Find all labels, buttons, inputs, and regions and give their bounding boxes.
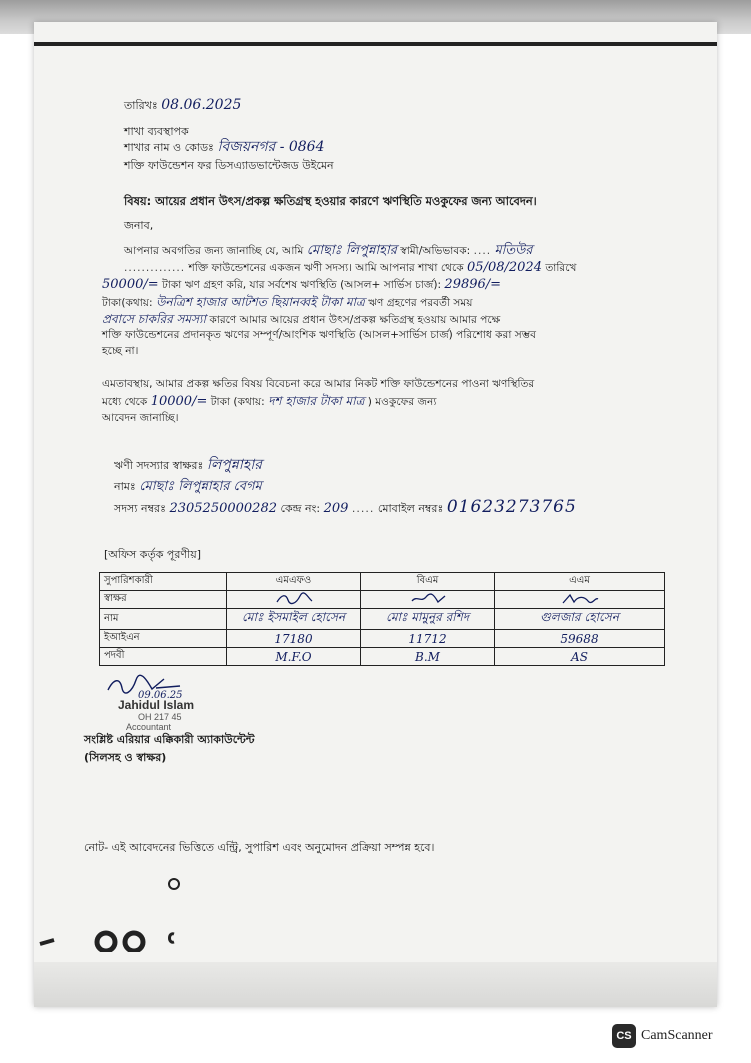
center-label: কেন্দ্র নং: [280, 502, 321, 515]
column-header: সুপারিশকারী [100, 573, 227, 591]
table-cell: গুলজার হোসেন [495, 609, 665, 630]
center-number: 209 [323, 501, 349, 516]
dotted-fill: ..... [351, 502, 375, 515]
waiver-in-words: দশ হাজার টাকা মাত্র [268, 394, 365, 408]
para1-line6: শক্তি ফাউন্ডেশনের প্রদানকৃত ঋণের সম্পূর্ণ/আংশিক ঋণস্থিতি (আসল+সার্ভিস চার্জ) পরিশোধ করা সম্ভব [102, 329, 537, 341]
office-heading: [অফিস কর্তৃক পূরণীয়] [104, 548, 201, 561]
member-number-line [114, 497, 577, 517]
accountant-title: সংশ্লিষ্ট এরিয়ার এক্কিকারী অ্যাকাউন্টেন্ট [84, 733, 255, 746]
branch-label: শাখার নাম ও কোডঃ [124, 141, 214, 154]
table-cell: 17180 [227, 630, 361, 648]
row-label: স্বাক্ষর [100, 591, 227, 609]
subject-line: বিষয়: আয়ের প্রধান উৎস/প্রকল্প ক্ষতিগ্রস্থ হওয়ার কারণে ঋণস্থিতি মওকুফের জন্য আবেদন। [124, 194, 537, 208]
para1-line1 [124, 244, 532, 259]
stamp-date: 09.06.25 [138, 690, 183, 701]
name-label: নামঃ [114, 480, 136, 493]
member-number: 2305250000282 [169, 501, 277, 516]
date-value: 08.06.2025 [161, 97, 242, 113]
table-row [100, 609, 665, 630]
para1-l4-prefix: টাকা(কথায়: [102, 297, 153, 309]
para2-l2-mid: টাকা (কথায়: [210, 396, 265, 408]
signature-scribble [560, 592, 600, 605]
signature-label: ঋণী সদস্যার স্বাক্ষরঃ [114, 459, 204, 472]
guardian-value: মতিউর [494, 243, 533, 258]
camscanner-logo-icon: CS [612, 1024, 636, 1048]
para2-line2 [102, 394, 436, 410]
seal-instruction: (সিলসহ ও স্বাক্ষর) [84, 751, 167, 764]
table-row [100, 591, 665, 609]
para1-line5 [102, 312, 500, 328]
org-name: শক্তি ফাউন্ডেশন ফর ডিসএ্যাডভান্টেজড উইমেন [124, 159, 334, 172]
paper-bottom-edge [34, 962, 717, 1007]
date-label: তারিখঃ [124, 99, 158, 112]
mobile-number: 01623273765 [446, 497, 577, 517]
para1-line7: হচ্ছে না। [102, 345, 139, 357]
table-row [100, 648, 665, 666]
para1-l4-suffix: ঋণ গ্রহণের পরবর্তী সময় [368, 297, 473, 309]
para2-l2-prefix: মধ্যে থেকে [102, 396, 148, 408]
para2-l2-suffix: ) মওকুফের জন্য [367, 396, 437, 408]
branch-line [124, 140, 325, 155]
row-label: ইআইএন [100, 630, 227, 648]
signature-cell [227, 591, 361, 609]
column-header: এএম [495, 573, 665, 591]
table-cell: B.M [361, 648, 495, 666]
para2-line3: আবেদন জানাচ্ছি। [102, 412, 179, 424]
row-label: নাম [100, 609, 227, 630]
loan-amount: 50000/= [102, 277, 159, 292]
application-page [34, 22, 717, 1007]
stamp-name: Jahidul Islam [118, 698, 195, 712]
branch-value: বিজয়নগর - 0864 [217, 139, 325, 155]
stamp-role: Accountant [126, 722, 172, 732]
waiver-amount: 10000/= [150, 394, 208, 409]
dotted-fill: .... [473, 245, 492, 257]
scan-mark [168, 878, 180, 890]
branch-manager: শাখা ব্যবস্থাপক [124, 125, 189, 138]
scan-artifact [34, 922, 184, 952]
table-cell: 11712 [361, 630, 495, 648]
para1-lead: আপনার অবগতির জন্য জানাচ্ছি যে, আমি [124, 245, 304, 257]
top-rule [34, 42, 717, 46]
loan-date: 05/08/2024 [467, 260, 542, 275]
para1-l5-text: কারণে আমার আয়ের প্রধান উৎস/প্রকল্প ক্ষতিগ্রস্থ হওয়ায় আমার পক্ষে [209, 314, 501, 326]
signature-scribble [408, 592, 448, 605]
balance-in-words: উনত্রিশ হাজার আটশত ছিয়ানব্বই টাকা মাত্র [156, 295, 365, 309]
mobile-label: মোবাইল নম্বরঃ [377, 502, 444, 515]
signature-cell [361, 591, 495, 609]
para1-l2-text: শক্তি ফাউন্ডেশনের একজন ঋণী সদস্য। আমি আপনার শাখা থেকে [188, 262, 464, 274]
table-header-row [100, 573, 665, 591]
table-cell: AS [495, 648, 665, 666]
table-cell: 59688 [495, 630, 665, 648]
column-header: এমএফও [227, 573, 361, 591]
signature-scribble [274, 592, 314, 605]
row-label: পদবী [100, 648, 227, 666]
para2-line1: এমতাবস্থায়, আমার প্রকল্প ক্ষতির বিষয় বিবেচনা করে আমার নিকট শক্তি ফাউন্ডেশনের পাওনা ঋণস্থিতির [102, 378, 535, 390]
table-cell: M.F.O [227, 648, 361, 666]
guardian-label: স্বামী/অভিভাবক: [400, 245, 471, 257]
dotted-fill: .............. [124, 262, 186, 274]
column-header: বিএম [361, 573, 495, 591]
member-signature-line [114, 458, 262, 473]
para1-l3-text: টাকা ঋণ গ্রহণ করি, যার সর্বশেষ ঋণস্থিতি (আসল+ সার্ভিস চার্জ): [162, 279, 442, 291]
loan-balance: 29896/= [444, 277, 502, 292]
number-label: সদস্য নম্বরঃ [114, 502, 166, 515]
stamp-id: OH 217 45 [138, 712, 182, 722]
signature-cell [495, 591, 665, 609]
member-name-line [114, 479, 262, 494]
table-row [100, 630, 665, 648]
para1-line2 [124, 261, 576, 276]
salutation: জনাব, [124, 219, 154, 232]
loss-reason: প্রবাসে চাকরির সমস্যা [102, 312, 206, 326]
date-suffix: তারিখে [545, 262, 577, 274]
table-cell: মোঃ মামুনুর রশিদ [361, 609, 495, 630]
para1-line4 [102, 295, 473, 311]
recommendation-table [99, 572, 665, 666]
member-name-handwritten: মোছাঃ লিপুন্নাহার [306, 243, 397, 258]
footer-note: নোট- এই আবেদনের ভিত্তিতে এন্ট্রি, সুপারিশ এবং অনুমোদন প্রক্রিয়া সম্পন্ন হবে। [84, 841, 435, 854]
table-cell: মোঃ ইসমাইল হোসেন [227, 609, 361, 630]
camscanner-label: CamScanner [641, 1028, 713, 1043]
date-line [124, 98, 241, 113]
member-name: মোছাঃ লিপুন্নাহার বেগম [139, 479, 262, 494]
member-signature: লিপুন্নাহার [206, 457, 262, 473]
para1-line3 [102, 278, 501, 293]
